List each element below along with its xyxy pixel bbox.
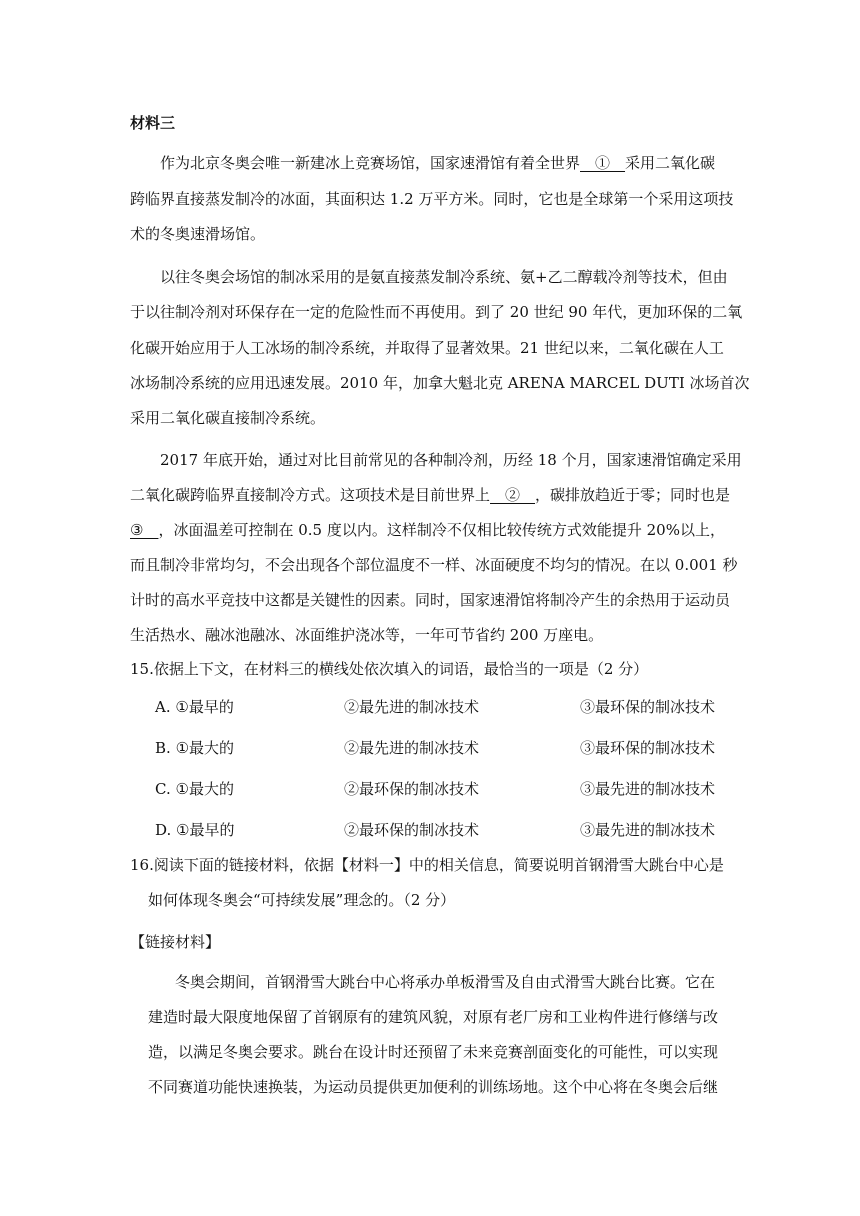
link-material-line2: 建造时最大限度地保留了首钢原有的建筑风貌，对原有老厂房和工业构件进行修缮与改 <box>148 1008 719 1026</box>
material3-p1-line3: 术的冬奥速滑场馆。 <box>130 225 266 243</box>
text-segment: ，碳排放趋近于零；同时也是 <box>535 486 731 504</box>
option-a-second: ②最先进的制冰技术 <box>344 698 480 716</box>
option-c-first <box>155 779 234 799</box>
question-16-line2: 如何体现冬奥会“可持续发展”理念的。（2 分） <box>148 891 456 909</box>
material3-p3-line4: 而且制冷非常均匀，不会出现各个部位温度不一样、冰面硬度不均匀的情况。在以 0.001 秒 <box>130 556 738 574</box>
option-text: ①最早的 <box>175 698 234 716</box>
option-c-second: ②最环保的制冰技术 <box>344 780 480 798</box>
material3-p3-line2 <box>130 485 730 505</box>
material3-p1-line2: 跨临界直接蒸发制冷的冰面，其面积达 1.2 万平方米。同时，它也是全球第一个采用这项技 <box>130 190 734 208</box>
option-label: B. <box>155 739 171 757</box>
option-b-first <box>155 738 234 758</box>
option-label: C. <box>155 780 171 798</box>
material3-p2-line3: 化碳开始应用于人工冰场的制冷系统，并取得了显著效果。21 世纪以来，二氧化碳在人工 <box>130 339 724 357</box>
option-d-third: ③最先进的制冰技术 <box>580 821 716 839</box>
material3-p2-line2: 于以往制冷剂对环保存在一定的危险性而不再使用。到了 20 世纪 90 年代，更加环保的二氧 <box>130 303 743 321</box>
material3-p1-line1 <box>160 153 760 173</box>
text-segment: ，冰面温差可控制在 0.5 度以内。这样制冷不仅相比较传统方式效能提升 20%以上， <box>158 521 725 539</box>
text-segment: 二氧化碳跨临界直接制冷方式。这项技术是目前世界上 <box>130 486 491 504</box>
blank-2: ② <box>490 486 536 504</box>
question-16-line1: 16.阅读下面的链接材料，依据【材料一】中的相关信息，简要说明首钢滑雪大跳台中心是 <box>130 856 724 874</box>
link-material-line4: 不同赛道功能快速换装，为运动员提供更加便利的训练场地。这个中心将在冬奥会后继 <box>148 1078 719 1096</box>
option-text: ①最大的 <box>175 739 235 757</box>
option-a-first <box>155 697 234 717</box>
option-b-second: ②最先进的制冰技术 <box>344 739 480 757</box>
material3-p3-line6: 生活热水、融冰池融冰、冰面维护浇冰等，一年可节省约 200 万座电。 <box>130 626 604 644</box>
question-15-stem: 15.依据上下文，在材料三的横线处依次填入的词语，最恰当的一项是（2 分） <box>130 660 649 678</box>
option-c-third: ③最先进的制冰技术 <box>580 780 716 798</box>
option-d-second: ②最环保的制冰技术 <box>344 821 480 839</box>
text-segment: 作为北京冬奥会唯一新建冰上竞赛场馆，国家速滑馆有着全世界 <box>160 154 581 172</box>
link-material-heading: 【链接材料】 <box>130 933 221 951</box>
material3-p3-line5: 计时的高水平竞技中这都是关键性的因素。同时，国家速滑馆将制冷产生的余热用于运动员 <box>130 591 731 609</box>
material3-p2-line4: 冰场制冷系统的应用迅速发展。2010 年，加拿大魁北克 ARENA MARCEL DUTI 冰场首次 <box>130 374 750 392</box>
option-d-first <box>155 820 235 840</box>
option-label: A. <box>155 698 171 716</box>
option-a-third: ③最环保的制冰技术 <box>580 698 716 716</box>
blank-1: ① <box>580 154 626 172</box>
option-label: D. <box>155 821 172 839</box>
material3-p2-line1: 以往冬奥会场馆的制冰采用的是氨直接蒸发制冷系统、氨+乙二醇载冷剂等技术，但由 <box>160 268 728 286</box>
material3-p3-line3 <box>130 520 730 540</box>
material3-p3-line1: 2017 年底开始，通过对比目前常见的各种制冷剂，历经 18 个月，国家速滑馆确定采用 <box>160 451 742 469</box>
blank-3: ③ <box>130 521 159 539</box>
option-b-third: ③最环保的制冰技术 <box>580 739 716 757</box>
link-material-line3: 造，以满足冬奥会要求。跳台在设计时还预留了未来竞赛剖面变化的可能性，可以实现 <box>148 1043 719 1061</box>
option-text: ①最早的 <box>176 821 235 839</box>
link-material-line1: 冬奥会期间，首钢滑雪大跳台中心将承办单板滑雪及自由式滑雪大跳台比赛。它在 <box>175 973 716 991</box>
text-segment: 采用二氧化碳 <box>625 154 716 172</box>
material3-heading: 材料三 <box>130 114 176 132</box>
option-text: ①最大的 <box>175 780 234 798</box>
material3-p2-line5: 采用二氧化碳直接制冷系统。 <box>130 409 326 427</box>
